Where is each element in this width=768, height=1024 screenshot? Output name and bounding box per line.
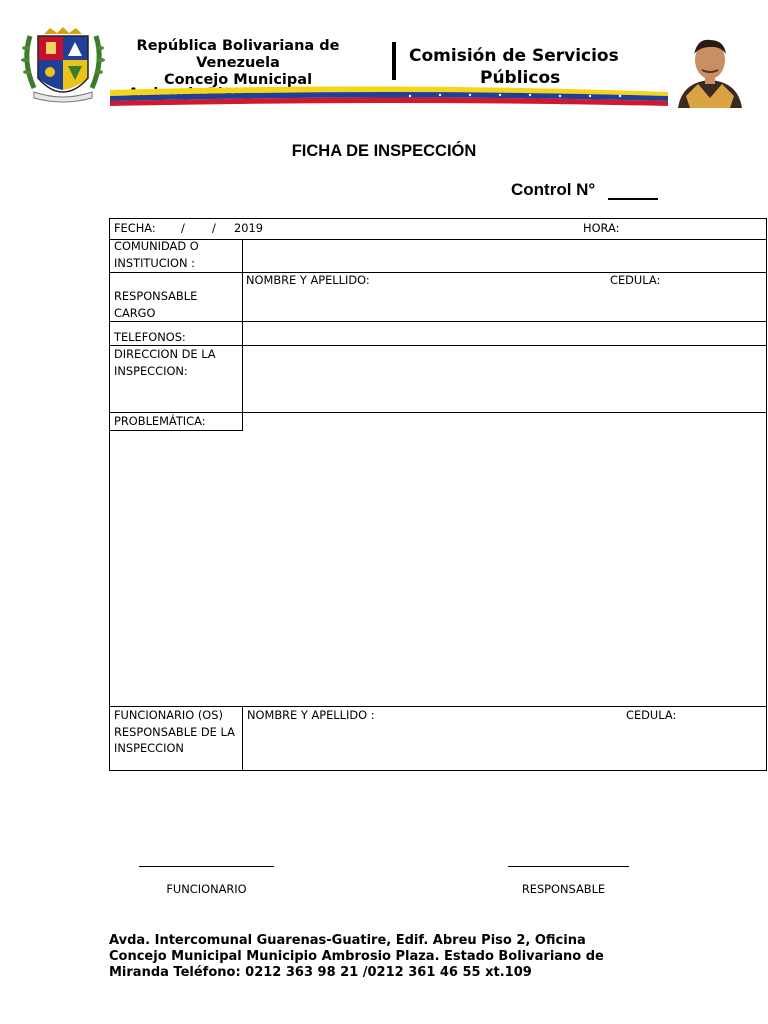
comunidad-label: [114, 238, 199, 271]
footer-line-3: Miranda Teléfono: 0212 363 98 21 /0212 361 46 55 xt.109: [109, 965, 532, 980]
fecha-label: FECHA:: [114, 221, 156, 235]
responsable-label-line-2: CARGO: [114, 305, 156, 320]
institution-line-2: Venezuela: [196, 55, 280, 71]
hora-label: HORA:: [583, 221, 620, 235]
direccion-field[interactable]: [243, 346, 766, 412]
direccion-label-line-2: INSPECCION:: [114, 363, 188, 378]
institution-line-1: República Bolivariana de: [136, 38, 340, 54]
direccion-label-line-1: DIRECCION DE LA: [114, 347, 216, 361]
commission-name-clipped: Públicos: [480, 68, 561, 88]
funcionario-label-line-3: INSPECCION: [114, 741, 184, 755]
control-number-label: Control N°: [511, 180, 596, 199]
comunidad-field[interactable]: [243, 240, 766, 272]
municipal-coat-of-arms: [20, 26, 106, 104]
control-number-blank[interactable]: [608, 198, 658, 200]
nombre-apellido-label: NOMBRE Y APELLIDO:: [246, 273, 370, 287]
bolivar-portrait: [668, 36, 752, 108]
cedula-label-2: CEDULA:: [626, 708, 677, 722]
responsable-signature-label: RESPONSABLE: [521, 882, 606, 896]
funcionario-label-line-1: FUNCIONARIO (OS): [114, 708, 223, 722]
venezuelan-flag-ribbon: [110, 84, 670, 108]
direccion-label: [114, 346, 216, 379]
year-value: 2019: [234, 221, 263, 235]
problematica-label: PROBLEMÁTICA:: [114, 414, 206, 428]
problematica-field[interactable]: [110, 431, 766, 706]
institution-line-3: Concejo Municipal: [163, 72, 313, 88]
footer-address: [109, 933, 669, 981]
funcionario-label: [114, 707, 235, 757]
funcionario-signature-label: FUNCIONARIO: [166, 882, 247, 896]
telefonos-label: TELEFONOS:: [114, 330, 186, 344]
form-title: FICHA DE INSPECCIÓN: [291, 142, 477, 160]
footer-line-1: Avda. Intercomunal Guarenas-Guatire, Edif. Abreu Piso 2, Oficina: [109, 933, 586, 948]
responsable-label-line-1: RESPONSABLE: [114, 289, 198, 303]
telefonos-field[interactable]: [243, 322, 766, 345]
commission-name: Comisión de Servicios: [409, 46, 619, 66]
footer-line-2: Concejo Municipal Municipio Ambrosio Plaza. Estado Bolivariano de: [109, 949, 604, 964]
row-divider: [110, 412, 766, 413]
header-divider: [392, 42, 396, 80]
funcionario-label-line-2: RESPONSABLE DE LA: [114, 724, 235, 739]
responsable-field[interactable]: [243, 289, 766, 321]
comunidad-label-line-1: COMUNIDAD O: [114, 239, 199, 253]
nombre-apellido-label-2: NOMBRE Y APELLIDO :: [247, 708, 375, 722]
fecha-hora-field[interactable]: [110, 219, 766, 239]
row-divider: [110, 272, 766, 273]
funcionario-field[interactable]: [243, 724, 766, 770]
comunidad-label-line-2: INSTITUCION :: [114, 255, 195, 270]
responsable-cargo-label: [114, 288, 197, 321]
institution-name: [118, 38, 358, 89]
funcionario-signature-line[interactable]: [139, 866, 274, 867]
date-separator: /: [212, 221, 216, 235]
inspection-form-table: [109, 218, 767, 771]
responsable-signature-line[interactable]: [508, 866, 629, 867]
date-separator: /: [181, 221, 185, 235]
cedula-label: CEDULA:: [610, 273, 661, 287]
